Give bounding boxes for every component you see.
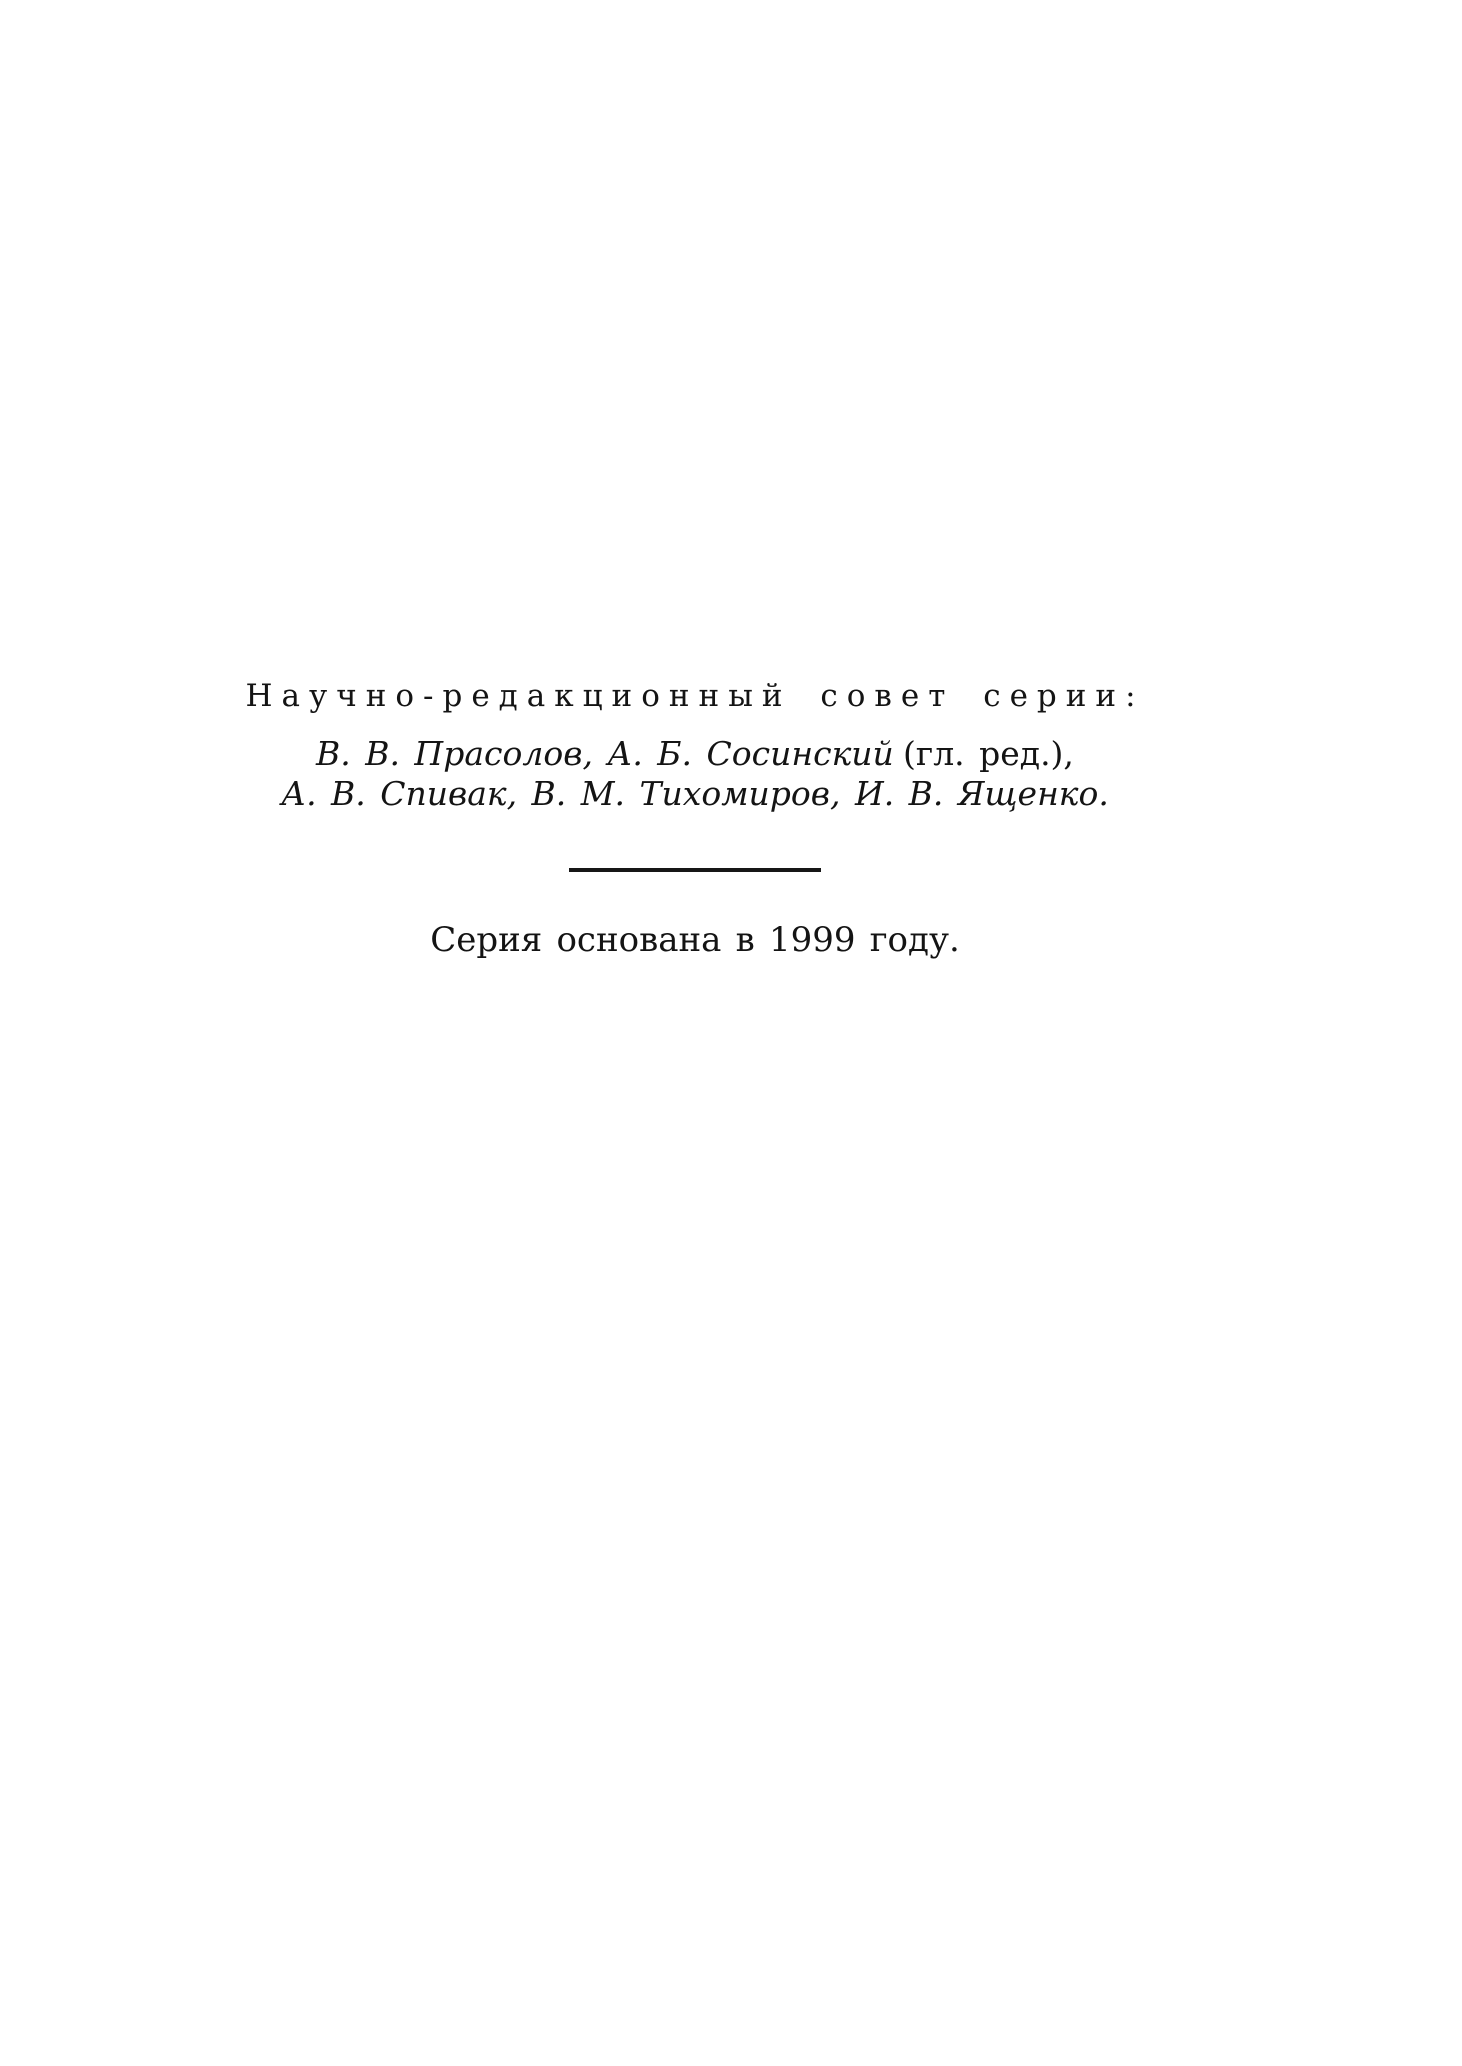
editors-line-1 bbox=[0, 734, 1390, 774]
series-info-block bbox=[0, 676, 1390, 962]
separator-rule bbox=[569, 868, 821, 872]
series-council-heading: Научно-редакционный совет серии: bbox=[245, 678, 1145, 714]
series-founded-note: Серия основана в 1999 году. bbox=[430, 920, 960, 960]
editors-line-1-names: В. В. Прасолов, А. Б. Сосинский bbox=[316, 734, 894, 773]
editors-line-1-chief-editor-note: (гл. ред.), bbox=[903, 734, 1074, 773]
editors-line-2: А. В. Спивак, В. М. Тихомиров, И. В. Ященко. bbox=[281, 774, 1109, 813]
